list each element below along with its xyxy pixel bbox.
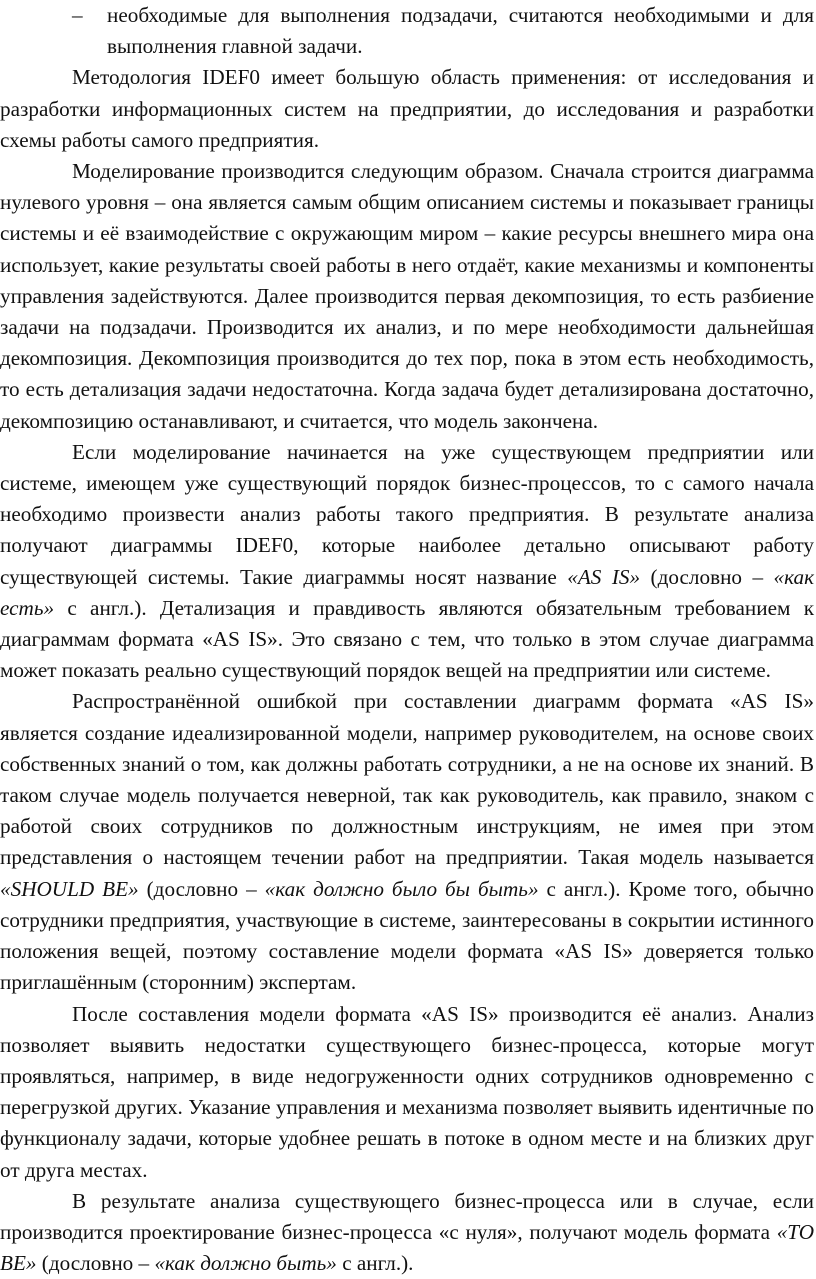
bullet-dash: – bbox=[72, 3, 83, 27]
paragraph-text: Если моделирование начинается на уже существующем предприятии или системе, имеющем уже существующий порядок бизнес-процессов, то с самого начала необходимо произвести анализ работы такого предприятия. В результате анализа получают диаграммы IDEF0, которые наиболее детально описывают работу существующей системы. Такие диаграммы носят название bbox=[0, 439, 814, 589]
paragraph-text: После составления модели формата «AS IS» производится её анализ. Анализ позволяет выявить недостатки существующего бизнес-процесса, которые могут проявляться, например, в виде недогруженности одних сотрудников одновременно с перегрузкой других. Указание управления и механизма позволяет выявить идентичные по функционалу задачи, которые удобнее решать в потоке в одном месте и на близких друг от друга местах. bbox=[0, 1001, 814, 1182]
italic-term: «как должно быть» bbox=[154, 1251, 337, 1276]
italic-term: «TO BE» bbox=[0, 1219, 814, 1276]
paragraph-p2 bbox=[0, 156, 814, 437]
italic-term: «как есть» bbox=[0, 564, 815, 620]
paragraph-text: В результате анализа существующего бизнес-процесса или в случае, если производится проектирование бизнес-процесса «с нуля», получают модель формата bbox=[0, 1188, 814, 1244]
paragraph-text: Моделирование производится следующим образом. Сначала строится диаграмма нулевого уровня – она является самым общим описанием системы и показывает границы системы и её взаимодействие с окружающим миром – какие ресурсы внешнего мира она использует, какие результаты своей работы в него отдаёт, какие механизмы и компоненты управления задействуются. Далее производится первая декомпозиция, то есть разбиение задачи на подзадачи. Производится их анализ, и по мере необходимости дальнейшая декомпозиция. Декомпозиция производится до тех пор, пока в этом есть необходимость, то есть детализация задачи недостаточна. Когда задача будет детализирована достаточно, декомпозицию останавливают, и считается, что модель закончена. bbox=[0, 159, 814, 433]
paragraphs-container bbox=[0, 62, 814, 1279]
paragraph-p3 bbox=[0, 437, 814, 687]
paragraph-p5 bbox=[0, 999, 814, 1186]
bullet-text: необходимые для выполнения подзадачи, считаются необходимыми и для выполнения главной задачи. bbox=[107, 3, 814, 59]
paragraph-p1 bbox=[0, 62, 814, 156]
italic-term: «AS IS» bbox=[567, 564, 641, 589]
paragraph-text: (дословно – bbox=[36, 1251, 155, 1276]
paragraph-text: (дословно – bbox=[640, 564, 774, 589]
paragraph-text: с англ.). Кроме того, обычно сотрудники предприятия, участвующие в системе, заинтересованы в сокрытии истинного положения вещей, поэтому составление модели формата «AS IS» доверяется только приглашённым (сторонним) экспертам. bbox=[0, 876, 814, 995]
paragraph-p4 bbox=[0, 686, 814, 998]
italic-term: «SHOULD BE» bbox=[0, 876, 139, 901]
italic-term: «как должно было бы быть» bbox=[264, 876, 539, 901]
paragraph-text: с англ.). Детализация и правдивость являются обязательным требованием к диаграммам формата «AS IS». Это связано с тем, что только в этом случае диаграмма может показать реально существующий порядок вещей на предприятии или системе. bbox=[0, 595, 814, 683]
paragraph-text: Распространённой ошибкой при составлении диаграмм формата «AS IS» является создание идеализированной модели, например руководителем, на основе своих собственных знаний о том, как должны работать сотрудники, а не на основе их знаний. В таком случае модель получается неверной, так как руководитель, как правило, знаком с работой своих сотрудников по должностным инструкциям, не имея при этом представления о настоящем течении работ на предприятии. Такая модель называется bbox=[0, 689, 814, 870]
paragraph-p6 bbox=[0, 1186, 814, 1279]
paragraph-text: Методология IDEF0 имеет большую область применения: от исследования и разработки информационных систем на предприятии, до исследования и разработки схемы работы самого предприятия. bbox=[0, 65, 814, 152]
bullet-item bbox=[0, 0, 814, 62]
paragraph-text: с англ.). bbox=[336, 1251, 414, 1276]
paragraph-text: (дословно – bbox=[138, 876, 265, 901]
